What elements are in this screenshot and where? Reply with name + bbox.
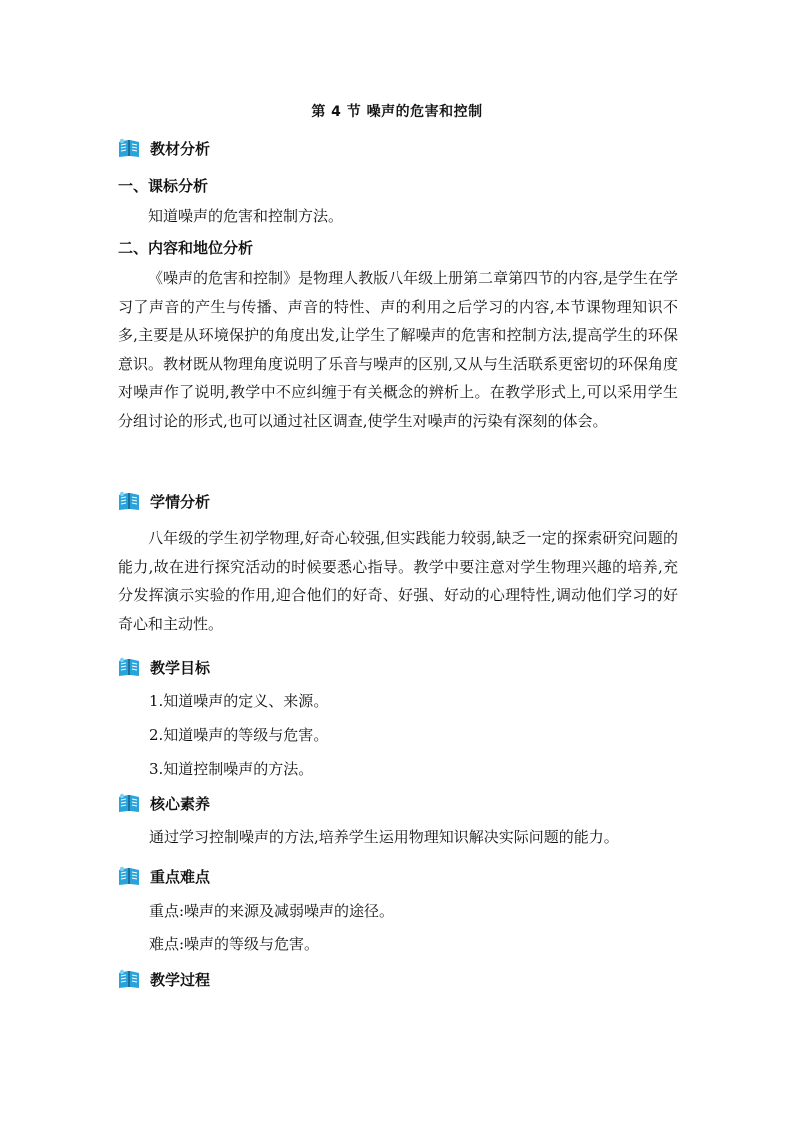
subheading-content: 二、内容和地位分析 bbox=[118, 239, 254, 257]
section-heading-keypoints bbox=[118, 865, 210, 887]
objective-item: 1.知道噪声的定义、来源。 bbox=[149, 692, 329, 710]
book-icon bbox=[118, 491, 140, 511]
section-label: 教材分析 bbox=[150, 139, 211, 158]
section-label: 学情分析 bbox=[150, 492, 211, 511]
page-title: 第 4 节 噪声的危害和控制 bbox=[311, 104, 483, 120]
book-icon bbox=[118, 866, 140, 886]
book-icon bbox=[118, 793, 140, 813]
key-point: 重点:噪声的来源及减弱噪声的途径。 bbox=[149, 902, 395, 920]
section-heading-objectives bbox=[118, 656, 210, 678]
objective-item: 3.知道控制噪声的方法。 bbox=[149, 760, 314, 778]
difficult-point: 难点:噪声的等级与危害。 bbox=[149, 935, 320, 953]
book-icon bbox=[118, 138, 140, 158]
section-label: 教学过程 bbox=[150, 970, 211, 989]
section-heading-process bbox=[118, 968, 210, 990]
section-label: 教学目标 bbox=[150, 658, 211, 677]
paragraph: 通过学习控制噪声的方法,培养学生运用物理知识解决实际问题的能力。 bbox=[149, 828, 619, 846]
book-icon bbox=[118, 969, 140, 989]
section-heading-situation bbox=[118, 490, 210, 512]
subheading-standards: 一、课标分析 bbox=[118, 177, 209, 195]
section-label: 重点难点 bbox=[150, 867, 211, 886]
section-heading-literacy bbox=[118, 792, 210, 814]
book-icon bbox=[118, 657, 140, 677]
section-heading-analysis bbox=[118, 137, 210, 159]
paragraph: 八年级的学生初学物理,好奇心较强,但实践能力较弱,缺乏一定的探索研究问题的能力,故在进行探究活动的时候要悉心指导。教学中要注意对学生物理兴趣的培养,充分发挥演示实验的作用,迎合他们的好奇、好强、好动的心理特性,调动他们学习的好奇心和主动性。 bbox=[118, 529, 678, 633]
section-label: 核心素养 bbox=[150, 794, 211, 813]
paragraph: 《噪声的危害和控制》是物理人教版八年级上册第二章第四节的内容,是学生在学习了声音的产生与传播、声音的特性、声的利用之后学习的内容,本节课物理知识不多,主要是从环境保护的角度出发,让学生了解噪声的危害和控制方法,提高学生的环保意识。教材既从物理角度说明了乐音与噪声的区别,又从与生活联系更密切的环保角度对噪声作了说明,教学中不应纠缠于有关概念的辨析上。在教学形式上,可以采用学生分组讨论的形式,也可以通过社区调查,使学生对噪声的污染有深刻的体会。 bbox=[118, 269, 678, 430]
objective-item: 2.知道噪声的等级与危害。 bbox=[149, 726, 329, 744]
paragraph: 知道噪声的危害和控制方法。 bbox=[148, 207, 344, 225]
